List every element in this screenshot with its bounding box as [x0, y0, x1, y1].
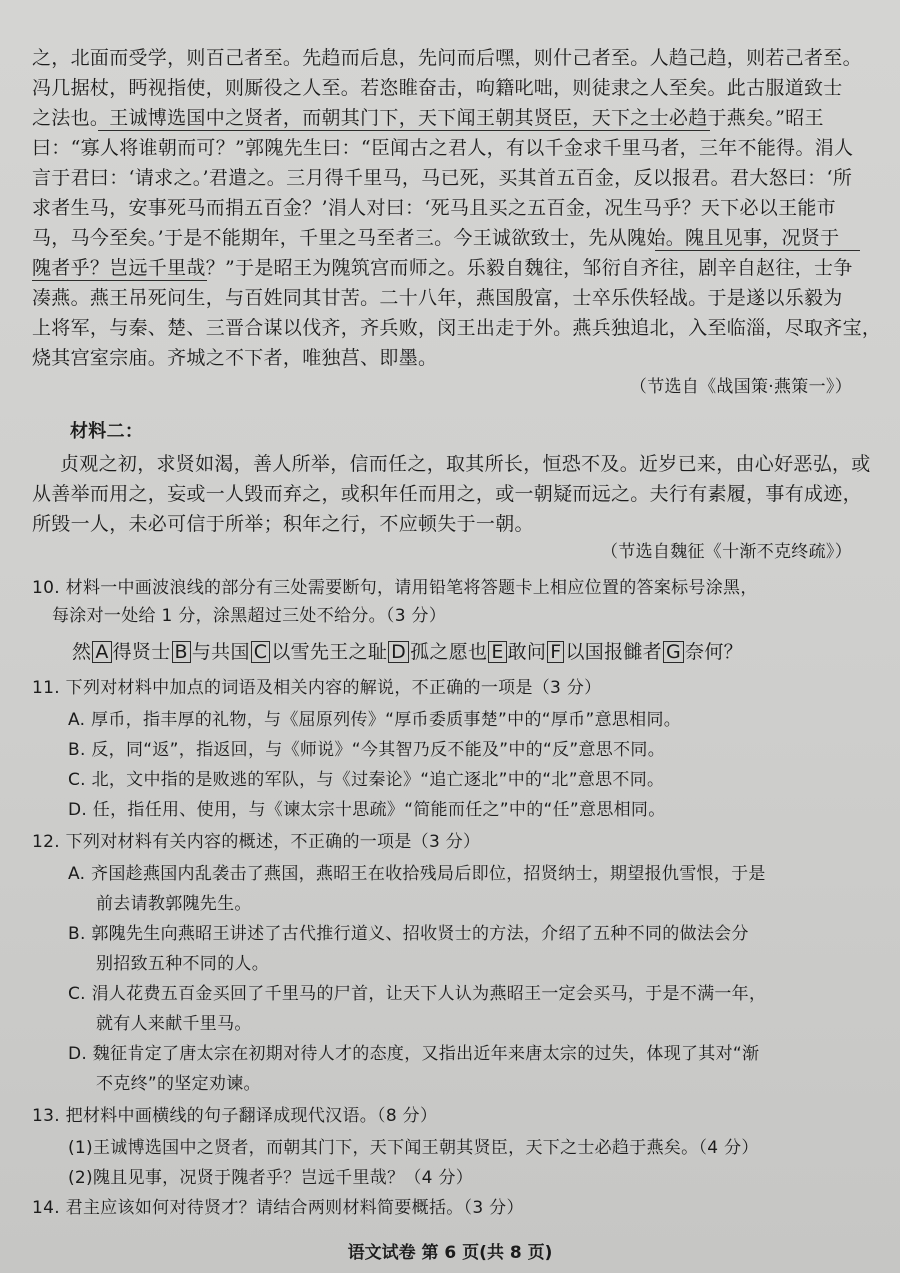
question-stem: 每涂对一处给 1 分，涂黑超过三处不给分。（3 分） [52, 606, 447, 626]
question-stem: 14. 君主应该如何对待贤才？请结合两则材料简要概括。（3 分） [32, 1198, 524, 1218]
segment: 孤之愿也 [410, 641, 488, 663]
material-one-line: 言于君曰：‘请求之。’君遣之。三月得千里马，马已死，买其首五百金，反以报君。君大怒曰：‘所 [32, 167, 853, 189]
question-stem: 11. 下列对材料中加点的词语及相关内容的解说，不正确的一项是（3 分） [32, 678, 602, 698]
option-d[interactable]: D. 魏征肯定了唐太宗在初期对待人才的态度，又指出近年来唐太宗的过失，体现了其对“渐 [68, 1044, 760, 1064]
break-option-f[interactable]: F [547, 641, 564, 663]
break-option-d[interactable]: D [388, 641, 409, 663]
material-two-line: 从善举而用之，妄或一人毁而弃之，或积年任而用之，或一朝疑而远之。夫行有素履，事有成迹， [32, 483, 862, 505]
translation-item-2: (2)隗且见事，况贤于隗者乎？岂远千里哉？（4 分） [68, 1168, 474, 1188]
break-option-a[interactable]: A [92, 641, 111, 663]
option-c-continued: 就有人来献千里马。 [96, 1014, 252, 1034]
material-one-line: 求者生马，安事死马而捐五百金？’涓人对曰：‘死马且买之五百金，况生马乎？天下必以王能市 [32, 197, 836, 219]
segment: 奈何？ [685, 641, 743, 663]
underline-sentence-2a [655, 250, 860, 251]
material-two-line: 贞观之初，求贤如渴，善人所举，信而任之，取其所长，恒恐不及。近岁已来，由心好恶弘，或 [60, 453, 871, 475]
segment: 得贤士 [112, 641, 171, 663]
option-d-continued: 不克终”的坚定劝谏。 [96, 1074, 261, 1094]
material-two-line: 所毁一人，未必可信于所举；积年之行，不应顿失于一朝。 [32, 513, 534, 535]
material-one-line: 之法也。王诚博选国中之贤者，而朝其门下，天下闻王朝其贤臣，天下之士必趋于燕矣。”昭王 [32, 107, 824, 129]
option-b-continued: 别招致五种不同的人。 [96, 954, 269, 974]
option-a[interactable]: A. 齐国趁燕国内乱袭击了燕国，燕昭王在收拾残局后即位，招贤纳士，期望报仇雪恨，于是 [68, 864, 766, 884]
material-two-label: 材料二： [70, 421, 144, 442]
segment: 与共国 [191, 641, 250, 663]
break-option-g[interactable]: G [663, 641, 684, 663]
material-one-line: 凑燕。燕王吊死问生，与百姓同其甘苦。二十八年，燕国殷富，士卒乐佚轻战。于是遂以乐毅为 [32, 287, 843, 309]
material-one-line: 隗者乎？岂远千里哉？”于是昭王为隗筑宫而师之。乐毅自魏往，邹衍自齐往，剧辛自赵往，士争 [32, 257, 853, 279]
material-one-line: 之，北面而受学，则百己者至。先趋而后息，先问而后嘿，则什己者至。人趋己趋，则若己者至。 [32, 47, 862, 69]
material-one-line: 冯几据杖，眄视指使，则厮役之人至。若恣睢奋击，呴籍叱咄，则徒隶之人至矣。此古服道致士 [32, 77, 843, 99]
segment: 然 [72, 641, 92, 663]
material-one-line: 曰：“寡人将谁朝而可？”郭隗先生曰：“臣闻古之君人，有以千金求千里马者，三年不能得。涓人 [32, 137, 854, 159]
option-a[interactable]: A. 厚币，指丰厚的礼物，与《屈原列传》“厚币委质事楚”中的“厚币”意思相同。 [68, 710, 682, 730]
question-stem: 12. 下列对材料有关内容的概述，不正确的一项是（3 分） [32, 832, 481, 852]
option-b[interactable]: B. 郭隗先生向燕昭王讲述了古代推行道义、招收贤士的方法，介绍了五种不同的做法会分 [68, 924, 749, 944]
option-a-continued: 前去请教郭隗先生。 [96, 894, 252, 914]
material-one-line: 烧其宫室宗庙。齐城之不下者，唯独莒、即墨。 [32, 347, 438, 369]
question-stem: 10. 材料一中画波浪线的部分有三处需要断句，请用铅笔将答题卡上相应位置的答案标号涂黑， [32, 578, 758, 598]
option-c[interactable]: C. 涓人花费五百金买回了千里马的尸首，让天下人认为燕昭王一定会买马，于是不满一年， [68, 984, 767, 1004]
page-footer: 语文试卷 第 6 页(共 8 页) [347, 1243, 553, 1263]
material-one-line: 上将军，与秦、楚、三晋合谋以伐齐，齐兵败，闵王出走于外。燕兵独追北，入至临淄，尽取齐宝， [32, 317, 882, 339]
break-option-b[interactable]: B [172, 641, 191, 663]
segment: 以国报雠者 [565, 641, 662, 663]
source-citation: （节选自魏征《十渐不克终疏》） [601, 542, 852, 562]
material-one-line: 马，马今至矣。’于是不能期年，千里之马至者三。今王诚欲致士，先从隗始。隗且见事，况贤于 [32, 227, 840, 249]
underline-sentence-2b [32, 280, 207, 281]
segment: 敢问 [507, 641, 547, 663]
translation-item-1: (1)王诚博选国中之贤者，而朝其门下，天下闻王朝其贤臣，天下之士必趋于燕矣。（4 分） [68, 1138, 759, 1158]
underline-sentence-1 [98, 130, 710, 131]
option-c[interactable]: C. 北，文中指的是败逃的军队，与《过秦论》“追亡逐北”中的“北”意思不同。 [68, 770, 665, 790]
source-citation: （节选自《战国策·燕策一》） [629, 377, 852, 397]
break-option-c[interactable]: C [251, 641, 271, 663]
break-option-e[interactable]: E [488, 641, 506, 663]
option-b[interactable]: B. 反，同“返”，指返回，与《师说》“今其智乃反不能及”中的“反”意思不同。 [68, 740, 666, 760]
option-d[interactable]: D. 任，指任用、使用，与《谏太宗十思疏》“简能而任之”中的“任”意思相同。 [68, 800, 666, 820]
sentence-break-options [72, 640, 743, 664]
question-stem: 13. 把材料中画横线的句子翻译成现代汉语。（8 分） [32, 1106, 438, 1126]
segment: 以雪先王之耻 [271, 641, 388, 663]
